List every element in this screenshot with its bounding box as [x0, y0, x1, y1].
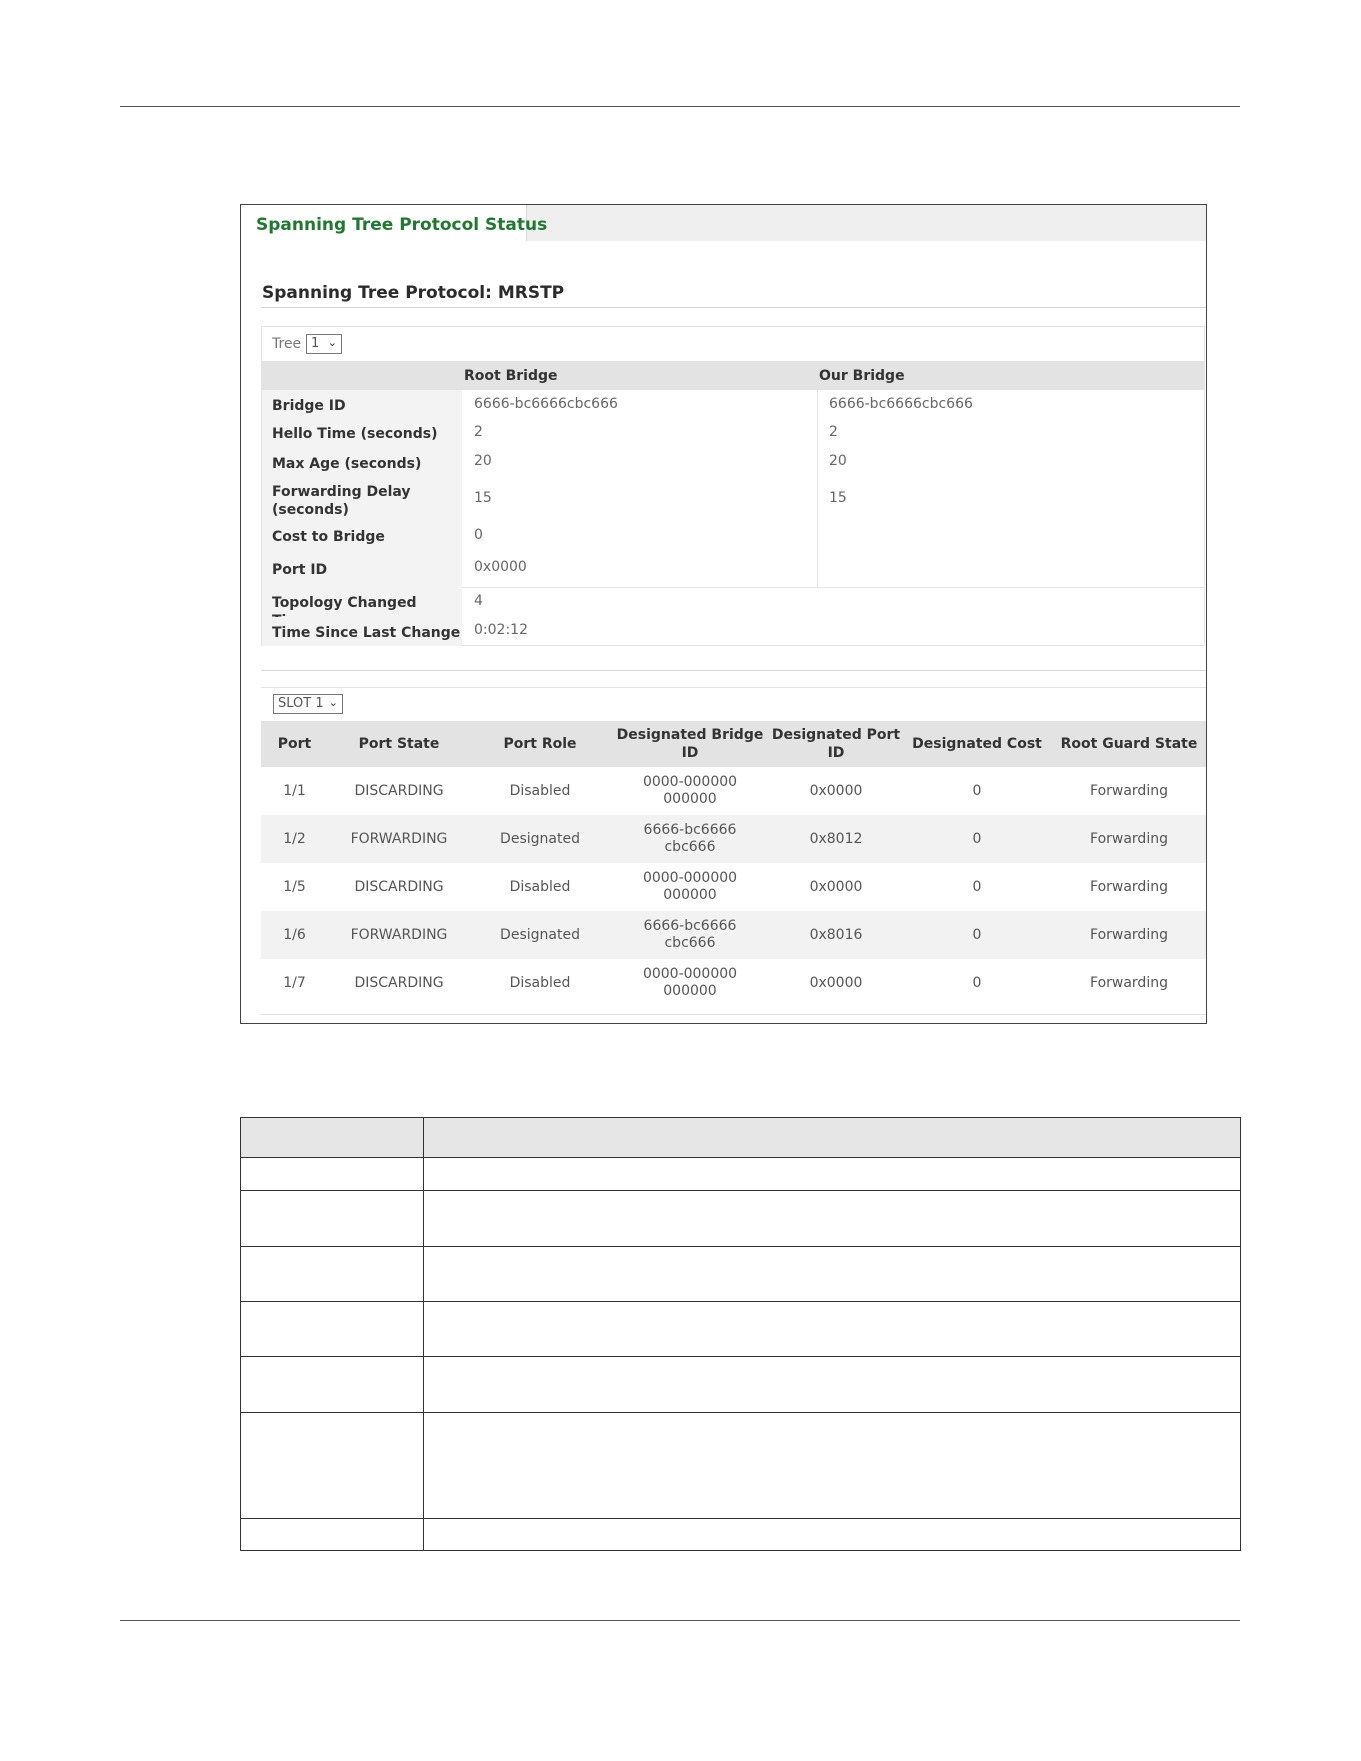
- description-table-header: [241, 1118, 1240, 1158]
- root-bridge-value: 15: [474, 490, 492, 506]
- designated-port-id-cell: 0x8016: [809, 926, 863, 943]
- column-header-designated-port-id: Designated Port ID: [771, 727, 901, 761]
- bridge-row-label: Max Age (seconds): [262, 448, 462, 476]
- row-divider: [241, 1518, 1240, 1519]
- our-bridge-value: 6666-bc6666cbc666: [829, 396, 973, 412]
- bridge-row-port-id: [262, 554, 1204, 587]
- table-row: [261, 767, 1206, 815]
- designated-cost-cell: 0: [972, 878, 982, 895]
- bridge-row-bridge-id: [262, 390, 1204, 418]
- port-cell: 1/7: [283, 974, 306, 991]
- designated-cost-cell: 0: [972, 782, 982, 799]
- root-bridge-header: Root Bridge: [464, 368, 558, 384]
- row-divider: [241, 1190, 1240, 1191]
- bridge-row-label: Bridge ID: [262, 390, 462, 418]
- designated-port-id-cell: 0x0000: [809, 878, 863, 895]
- page-title: Spanning Tree Protocol: MRSTP: [262, 283, 565, 303]
- slot-select[interactable]: [273, 694, 343, 714]
- root-guard-state-cell: Forwarding: [1090, 830, 1168, 847]
- port-role-cell: Disabled: [509, 974, 571, 991]
- bridge-row-cost-to-bridge: [262, 521, 1204, 554]
- root-bridge-value: 0:02:12: [474, 622, 528, 638]
- table-row: [261, 959, 1206, 1007]
- port-role-cell: Disabled: [509, 782, 571, 799]
- column-header-port-role: Port Role: [503, 736, 577, 752]
- row-divider: [241, 1246, 1240, 1247]
- bridge-row-label: Port ID: [262, 554, 462, 587]
- root-bridge-value: 4: [474, 593, 483, 609]
- column-divider: [423, 1118, 424, 1550]
- screenshot-frame: [240, 204, 1207, 1024]
- our-bridge-header: Our Bridge: [819, 368, 905, 384]
- our-bridge-value: 2: [829, 424, 838, 440]
- designated-port-id-cell: 0x0000: [809, 974, 863, 991]
- designated-port-id-cell: 0x8012: [809, 830, 863, 847]
- port-state-cell: FORWARDING: [350, 830, 448, 847]
- designated-cost-cell: 0: [972, 974, 982, 991]
- column-header-port-state: Port State: [358, 736, 440, 752]
- tree-select[interactable]: [306, 334, 342, 354]
- bridge-row-label: Time Since Last Change: [262, 617, 462, 646]
- port-table-header: [261, 721, 1206, 767]
- designated-bridge-id-cell: 6666-bc6666cbc666: [643, 918, 737, 951]
- port-status-panel: [261, 687, 1206, 1015]
- root-bridge-value: 0x0000: [474, 559, 527, 575]
- bridge-info-panel: [261, 326, 1205, 646]
- chevron-down-icon: ⌄: [327, 336, 337, 349]
- divider: [261, 670, 1206, 671]
- port-state-cell: DISCARDING: [354, 878, 444, 895]
- page-header-rule: [120, 106, 1240, 107]
- root-bridge-value: 6666-bc6666cbc666: [474, 396, 618, 412]
- table-row: [261, 911, 1206, 959]
- tree-selector-row: [262, 327, 1204, 361]
- column-header-port: Port: [277, 736, 312, 752]
- description-table: [240, 1117, 1241, 1551]
- port-role-cell: Designated: [500, 926, 580, 943]
- root-guard-state-cell: Forwarding: [1090, 878, 1168, 895]
- bridge-row-label: Hello Time (seconds): [262, 418, 462, 448]
- column-header-designated-cost: Designated Cost: [912, 736, 1042, 752]
- bridge-row-label: Cost to Bridge: [262, 521, 462, 554]
- bridge-row-label: Forwarding Delay (seconds): [262, 476, 462, 521]
- port-role-cell: Designated: [500, 830, 580, 847]
- designated-cost-cell: 0: [972, 830, 982, 847]
- designated-bridge-id-cell: 6666-bc6666cbc666: [643, 822, 737, 855]
- tab-bar: [241, 205, 1206, 241]
- root-bridge-value: 0: [474, 527, 483, 543]
- bridge-row-hello-time: [262, 418, 1204, 448]
- port-state-cell: FORWARDING: [350, 926, 448, 943]
- designated-port-id-cell: 0x0000: [809, 782, 863, 799]
- our-bridge-value: 20: [829, 453, 847, 469]
- column-header-root-guard-state: Root Guard State: [1060, 736, 1198, 752]
- designated-bridge-id-cell: 0000-000000000000: [642, 966, 738, 999]
- bridge-row-max-age: [262, 448, 1204, 476]
- port-role-cell: Disabled: [509, 878, 571, 895]
- bridge-row-time-since-change: [262, 617, 1204, 646]
- page-footer-rule: [120, 1620, 1240, 1621]
- chevron-down-icon: ⌄: [328, 696, 338, 709]
- row-divider: [241, 1301, 1240, 1302]
- root-guard-state-cell: Forwarding: [1090, 782, 1168, 799]
- designated-cost-cell: 0: [972, 926, 982, 943]
- row-divider: [241, 1356, 1240, 1357]
- designated-bridge-id-cell: 0000-000000000000: [642, 774, 738, 807]
- column-header-designated-bridge-id: Designated Bridge ID: [616, 727, 764, 761]
- table-row: [261, 815, 1206, 863]
- divider: [261, 307, 1206, 308]
- tree-label: Tree: [272, 336, 302, 352]
- port-cell: 1/2: [283, 830, 306, 847]
- root-guard-state-cell: Forwarding: [1090, 974, 1168, 991]
- bridge-row-forwarding-delay: [262, 476, 1204, 521]
- row-divider: [241, 1412, 1240, 1413]
- root-bridge-value: 2: [474, 424, 483, 440]
- bridge-row-label: Topology Changed: [262, 587, 462, 617]
- tree-select-value: 1: [311, 336, 320, 351]
- our-bridge-value: 15: [829, 490, 847, 506]
- port-state-cell: DISCARDING: [354, 974, 444, 991]
- bridge-row-topology-changed: [262, 587, 1204, 617]
- tab-spanning-tree-status[interactable]: Spanning Tree Protocol Status: [241, 205, 527, 241]
- bridge-table-header: [262, 361, 1204, 390]
- table-row: [261, 863, 1206, 911]
- port-cell: 1/6: [283, 926, 306, 943]
- designated-bridge-id-cell: 0000-000000000000: [642, 870, 738, 903]
- root-bridge-value: 20: [474, 453, 492, 469]
- port-state-cell: DISCARDING: [354, 782, 444, 799]
- root-guard-state-cell: Forwarding: [1090, 926, 1168, 943]
- port-cell: 1/5: [283, 878, 306, 895]
- slot-select-value: SLOT 1: [278, 696, 324, 711]
- port-cell: 1/1: [283, 782, 306, 799]
